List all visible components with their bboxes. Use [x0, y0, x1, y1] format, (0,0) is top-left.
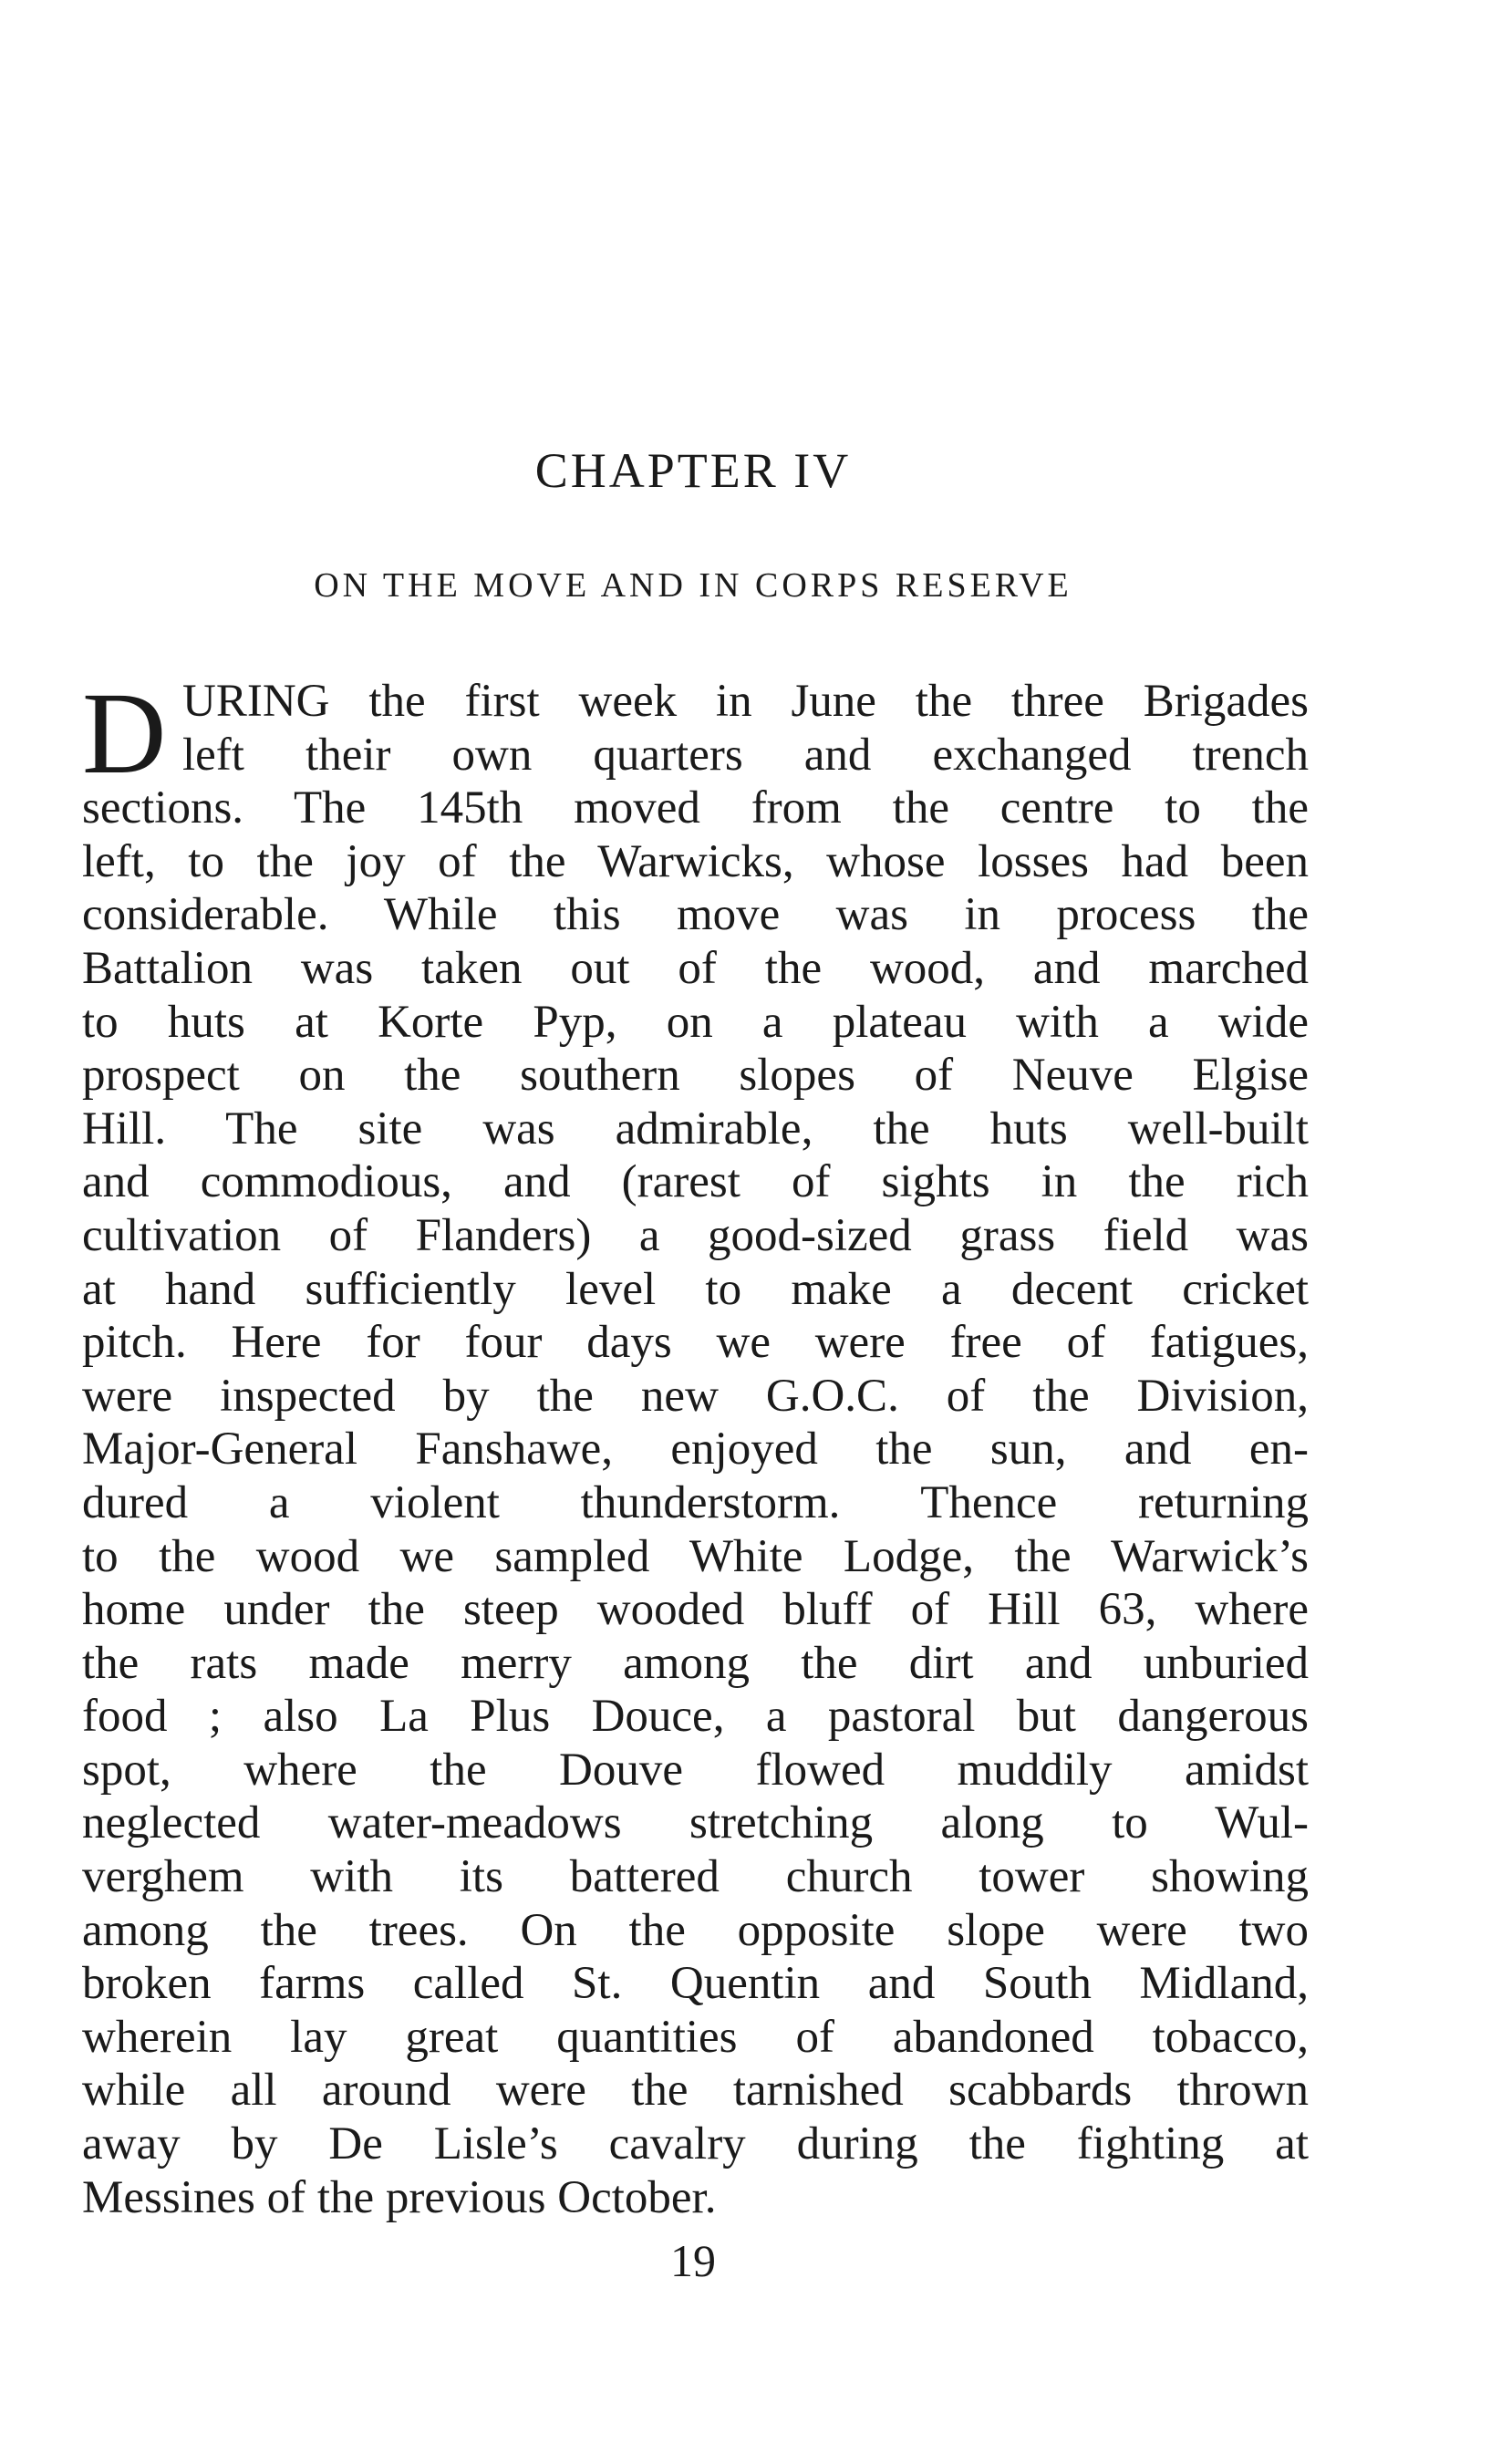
text-line: Major-General Fanshawe, enjoyed the sun, and en- [82, 1424, 1309, 1476]
text-line: verghem with its battered church tower showing [82, 1851, 1309, 1903]
text-line: pitch. Here for four days we were free of fatigues, [82, 1317, 1309, 1369]
text-line: away by De Lisle’s cavalry during the fighting at [82, 2118, 1309, 2170]
text-line: to the wood we sampled White Lodge, the Warwick’s [82, 1530, 1309, 1582]
text-line: food ; also La Plus Douce, a pastoral but dangerous [82, 1691, 1309, 1743]
text-line: sections. The 145th moved from the centre to the [82, 782, 1309, 834]
text-line: URING the first week in June the three Brigades [182, 676, 1309, 727]
text-line: broken farms called St. Quentin and South Midland, [82, 1958, 1309, 2010]
text-line: among the trees. On the opposite slope were two [82, 1904, 1309, 1956]
page-number: 19 [670, 2235, 716, 2286]
body-paragraph [82, 668, 1309, 2224]
text-line: prospect on the southern slopes of Neuve Elgise [82, 1050, 1309, 1102]
text-line: the rats made merry among the dirt and unburied [82, 1637, 1309, 1689]
chapter-subtitle: ON THE MOVE AND IN CORPS RESERVE [314, 566, 1072, 605]
text-line: cultivation of Flanders) a good-sized grass field was [82, 1209, 1309, 1261]
text-line: were inspected by the new G.O.C. of the Division, [82, 1370, 1309, 1422]
text-line: left, to the joy of the Warwicks, whose losses had been [82, 835, 1309, 887]
text-line: Battalion was taken out of the wood, and marched [82, 942, 1309, 994]
text-line: neglected water-meadows stretching along to Wul- [82, 1797, 1309, 1849]
drop-cap: D [82, 668, 167, 798]
text-line: left their own quarters and exchanged trench [182, 729, 1309, 781]
text-line: while all around were the tarnished scabbards thrown [82, 2065, 1309, 2117]
text-line: home under the steep wooded bluff of Hill 63, where [82, 1584, 1309, 1636]
text-line: wherein lay great quantities of abandoned tobacco, [82, 2011, 1309, 2063]
text-line: and commodious, and (rarest of sights in the rich [82, 1156, 1309, 1208]
text-line: dured a violent thunderstorm. Thence returning [82, 1476, 1309, 1528]
text-line: Messines of the previous October. [82, 2171, 717, 2223]
text-line: considerable. While this move was in process the [82, 889, 1309, 941]
chapter-title: CHAPTER IV [534, 443, 852, 498]
text-line: spot, where the Douve flowed muddily amidst [82, 1744, 1309, 1796]
text-line: Hill. The site was admirable, the huts well-built [82, 1103, 1309, 1155]
text-line: at hand sufficiently level to make a decent cricket [82, 1263, 1309, 1315]
text-line: to huts at Korte Pyp, on a plateau with a wide [82, 996, 1309, 1048]
